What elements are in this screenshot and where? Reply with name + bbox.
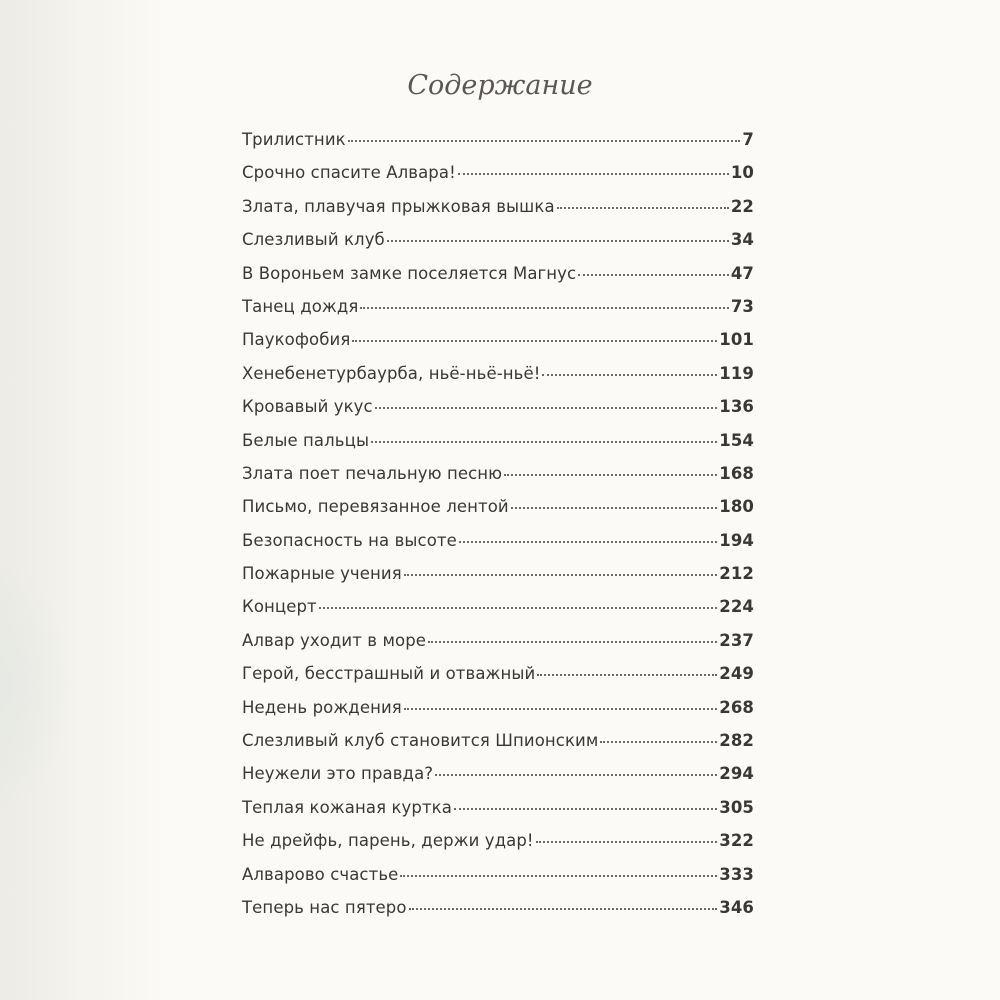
toc-entry <box>242 564 754 597</box>
toc-entry-title: Злата поет печальную песню <box>242 463 503 483</box>
dot-leader <box>404 574 717 576</box>
toc-entry-page-number: 305 <box>719 797 754 817</box>
toc-entry <box>242 264 754 297</box>
toc-entry <box>242 431 754 464</box>
toc-entry <box>242 297 754 330</box>
toc-entry-page-number: 7 <box>742 130 754 149</box>
dot-leader <box>360 307 728 309</box>
toc-entry-title: Герой, бесстрашный и отважный <box>242 664 536 684</box>
toc-entry <box>242 597 754 630</box>
toc-entry-title: Хенебенетурбаурба, ньё-ньё-ньё! <box>242 363 541 383</box>
toc-entry <box>242 397 754 430</box>
toc-entry-title: Кровавый укус <box>242 397 373 417</box>
toc-entry-page-number: 249 <box>719 664 754 684</box>
toc-entry-page-number: 333 <box>719 864 754 884</box>
dot-leader <box>536 841 718 843</box>
toc-entry-page-number: 322 <box>719 831 754 851</box>
toc-entry <box>242 698 754 731</box>
toc-entry-title: Алвар уходит в море <box>242 630 427 650</box>
toc-entry-title: Танец дождя <box>242 296 359 316</box>
toc-entry-page-number: 10 <box>730 163 754 183</box>
toc-entry <box>242 731 754 764</box>
toc-entry <box>242 865 754 898</box>
toc-entry-page-number: 22 <box>730 196 754 216</box>
dot-leader <box>511 507 718 509</box>
toc-entry-title: Слезливый клуб становится Шпионским <box>242 731 599 751</box>
page-tint <box>0 560 70 810</box>
toc-entry <box>242 330 754 363</box>
page-gutter-shadow <box>0 0 165 1000</box>
toc-entry-title: Письмо, перевязанное лентой <box>242 497 509 517</box>
toc-entry-page-number: 34 <box>730 230 754 250</box>
toc-entry-title: Теперь нас пятеро <box>242 897 407 917</box>
toc-entry-title: Теплая кожаная куртка <box>242 797 452 817</box>
page-title: Содержание <box>407 70 593 101</box>
dot-leader <box>435 774 717 776</box>
toc-entry-title: Недень рождения <box>242 697 402 717</box>
toc-entry <box>242 664 754 697</box>
dot-leader <box>404 708 717 710</box>
dot-leader <box>387 240 729 242</box>
toc-entry-page-number: 294 <box>719 764 754 784</box>
toc-entry <box>242 831 754 864</box>
toc-entry-title: Неужели это правда? <box>242 764 434 784</box>
toc-entry <box>242 230 754 263</box>
toc-entry-title: Белые пальцы <box>242 430 370 450</box>
toc-entry-page-number: 154 <box>719 430 754 450</box>
dot-leader <box>557 207 729 209</box>
toc-entry <box>242 197 754 230</box>
dot-leader <box>375 407 718 409</box>
toc-entry-page-number: 224 <box>719 597 754 617</box>
toc-entry-page-number: 346 <box>719 897 754 917</box>
dot-leader <box>458 173 729 175</box>
dot-leader <box>371 441 717 443</box>
toc-entry-title: Пожарные учения <box>242 564 402 584</box>
dot-leader <box>409 908 718 910</box>
toc-entry-page-number: 194 <box>719 530 754 550</box>
toc-entry-title: Безопасность на высоте <box>242 530 457 550</box>
dot-leader <box>348 140 741 142</box>
toc-entry-title: Злата, плавучая прыжковая вышка <box>242 196 555 216</box>
toc-entry-title: В Вороньем замке поселяется Магнус <box>242 263 577 283</box>
toc-entry-title: Паукофобия <box>242 330 351 350</box>
toc-entry-page-number: 101 <box>719 330 754 350</box>
table-of-contents <box>242 130 754 931</box>
toc-entry-title: Срочно спасите Алвара! <box>242 163 456 183</box>
toc-entry <box>242 898 754 931</box>
toc-entry <box>242 130 754 163</box>
dot-leader <box>319 607 717 609</box>
toc-entry-title: Трилистник <box>242 130 346 149</box>
dot-leader <box>504 474 717 476</box>
dot-leader <box>537 674 717 676</box>
toc-entry <box>242 364 754 397</box>
toc-entry-page-number: 168 <box>719 463 754 483</box>
toc-entry-page-number: 73 <box>730 296 754 316</box>
dot-leader <box>600 741 717 743</box>
toc-entry <box>242 163 754 196</box>
toc-entry <box>242 464 754 497</box>
dot-leader <box>578 274 729 276</box>
dot-leader <box>542 374 717 376</box>
toc-entry-page-number: 119 <box>719 363 754 383</box>
dot-leader <box>400 875 717 877</box>
dot-leader <box>352 340 717 342</box>
toc-entry-page-number: 237 <box>719 630 754 650</box>
toc-entry-page-number: 47 <box>730 263 754 283</box>
toc-entry-page-number: 180 <box>719 497 754 517</box>
toc-entry-page-number: 268 <box>719 697 754 717</box>
toc-entry-title: Не дрейфь, парень, держи удар! <box>242 831 534 851</box>
toc-entry-page-number: 136 <box>719 397 754 417</box>
toc-entry-title: Слезливый клуб <box>242 230 385 250</box>
toc-entry-title: Алварово счастье <box>242 864 399 884</box>
dot-leader <box>454 808 717 810</box>
dot-leader <box>459 541 717 543</box>
toc-entry-title: Концерт <box>242 597 317 617</box>
toc-entry <box>242 631 754 664</box>
toc-entry <box>242 764 754 797</box>
toc-entry-page-number: 282 <box>719 731 754 751</box>
toc-entry-page-number: 212 <box>719 564 754 584</box>
toc-entry <box>242 531 754 564</box>
toc-entry <box>242 798 754 831</box>
dot-leader <box>428 641 717 643</box>
toc-entry <box>242 497 754 530</box>
